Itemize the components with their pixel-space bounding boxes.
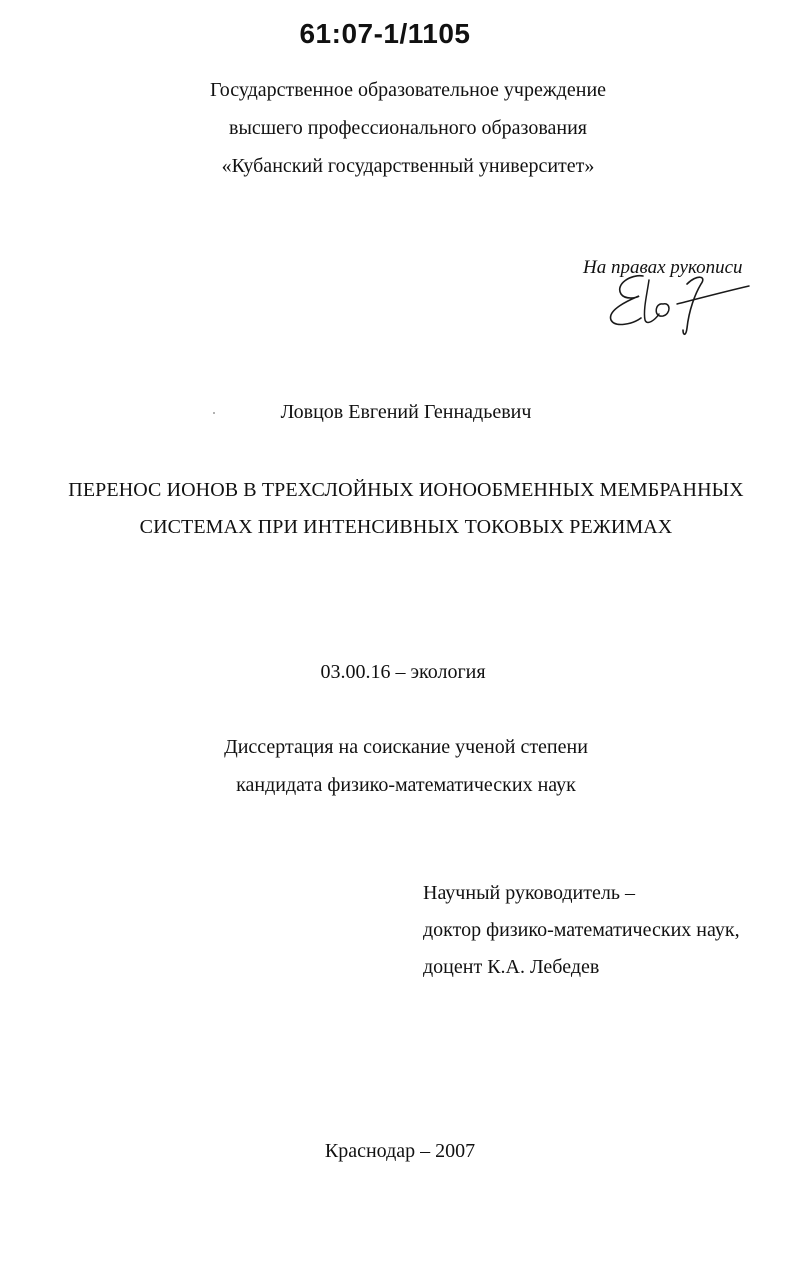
advisor-degree: доктор физико-математических наук,	[423, 919, 740, 941]
dissertation-title-line-1: ПЕРЕНОС ИОНОВ В ТРЕХСЛОЙНЫХ ИОНООБМЕННЫХ МЕМБРАННЫХ	[68, 479, 744, 501]
advisor-name: доцент К.А. Лебедев	[423, 956, 600, 978]
institution-line-3: «Кубанский государственный университет»	[221, 155, 595, 177]
manuscript-rights-note: На правах рукописи	[583, 257, 743, 278]
degree-line-2: кандидата физико-математических наук	[236, 774, 576, 796]
advisor-label: Научный руководитель –	[423, 882, 635, 904]
institution-line-1: Государственное образовательное учреждение	[209, 79, 607, 101]
city-year: Краснодар – 2007	[324, 1140, 476, 1162]
handwritten-signature	[603, 270, 753, 340]
author-name: Ловцов Евгений Геннадьевич	[280, 401, 532, 423]
institution-line-2: высшего профессионального образования	[229, 117, 587, 139]
dissertation-title-line-2: СИСТЕМАХ ПРИ ИНТЕНСИВНЫХ ТОКОВЫХ РЕЖИМАХ	[139, 516, 673, 538]
specialty-code: 03.00.16 – экология	[320, 661, 486, 683]
archive-code: 61:07-1/1105	[299, 18, 471, 49]
degree-line-1: Диссертация на соискание ученой степени	[224, 736, 588, 758]
